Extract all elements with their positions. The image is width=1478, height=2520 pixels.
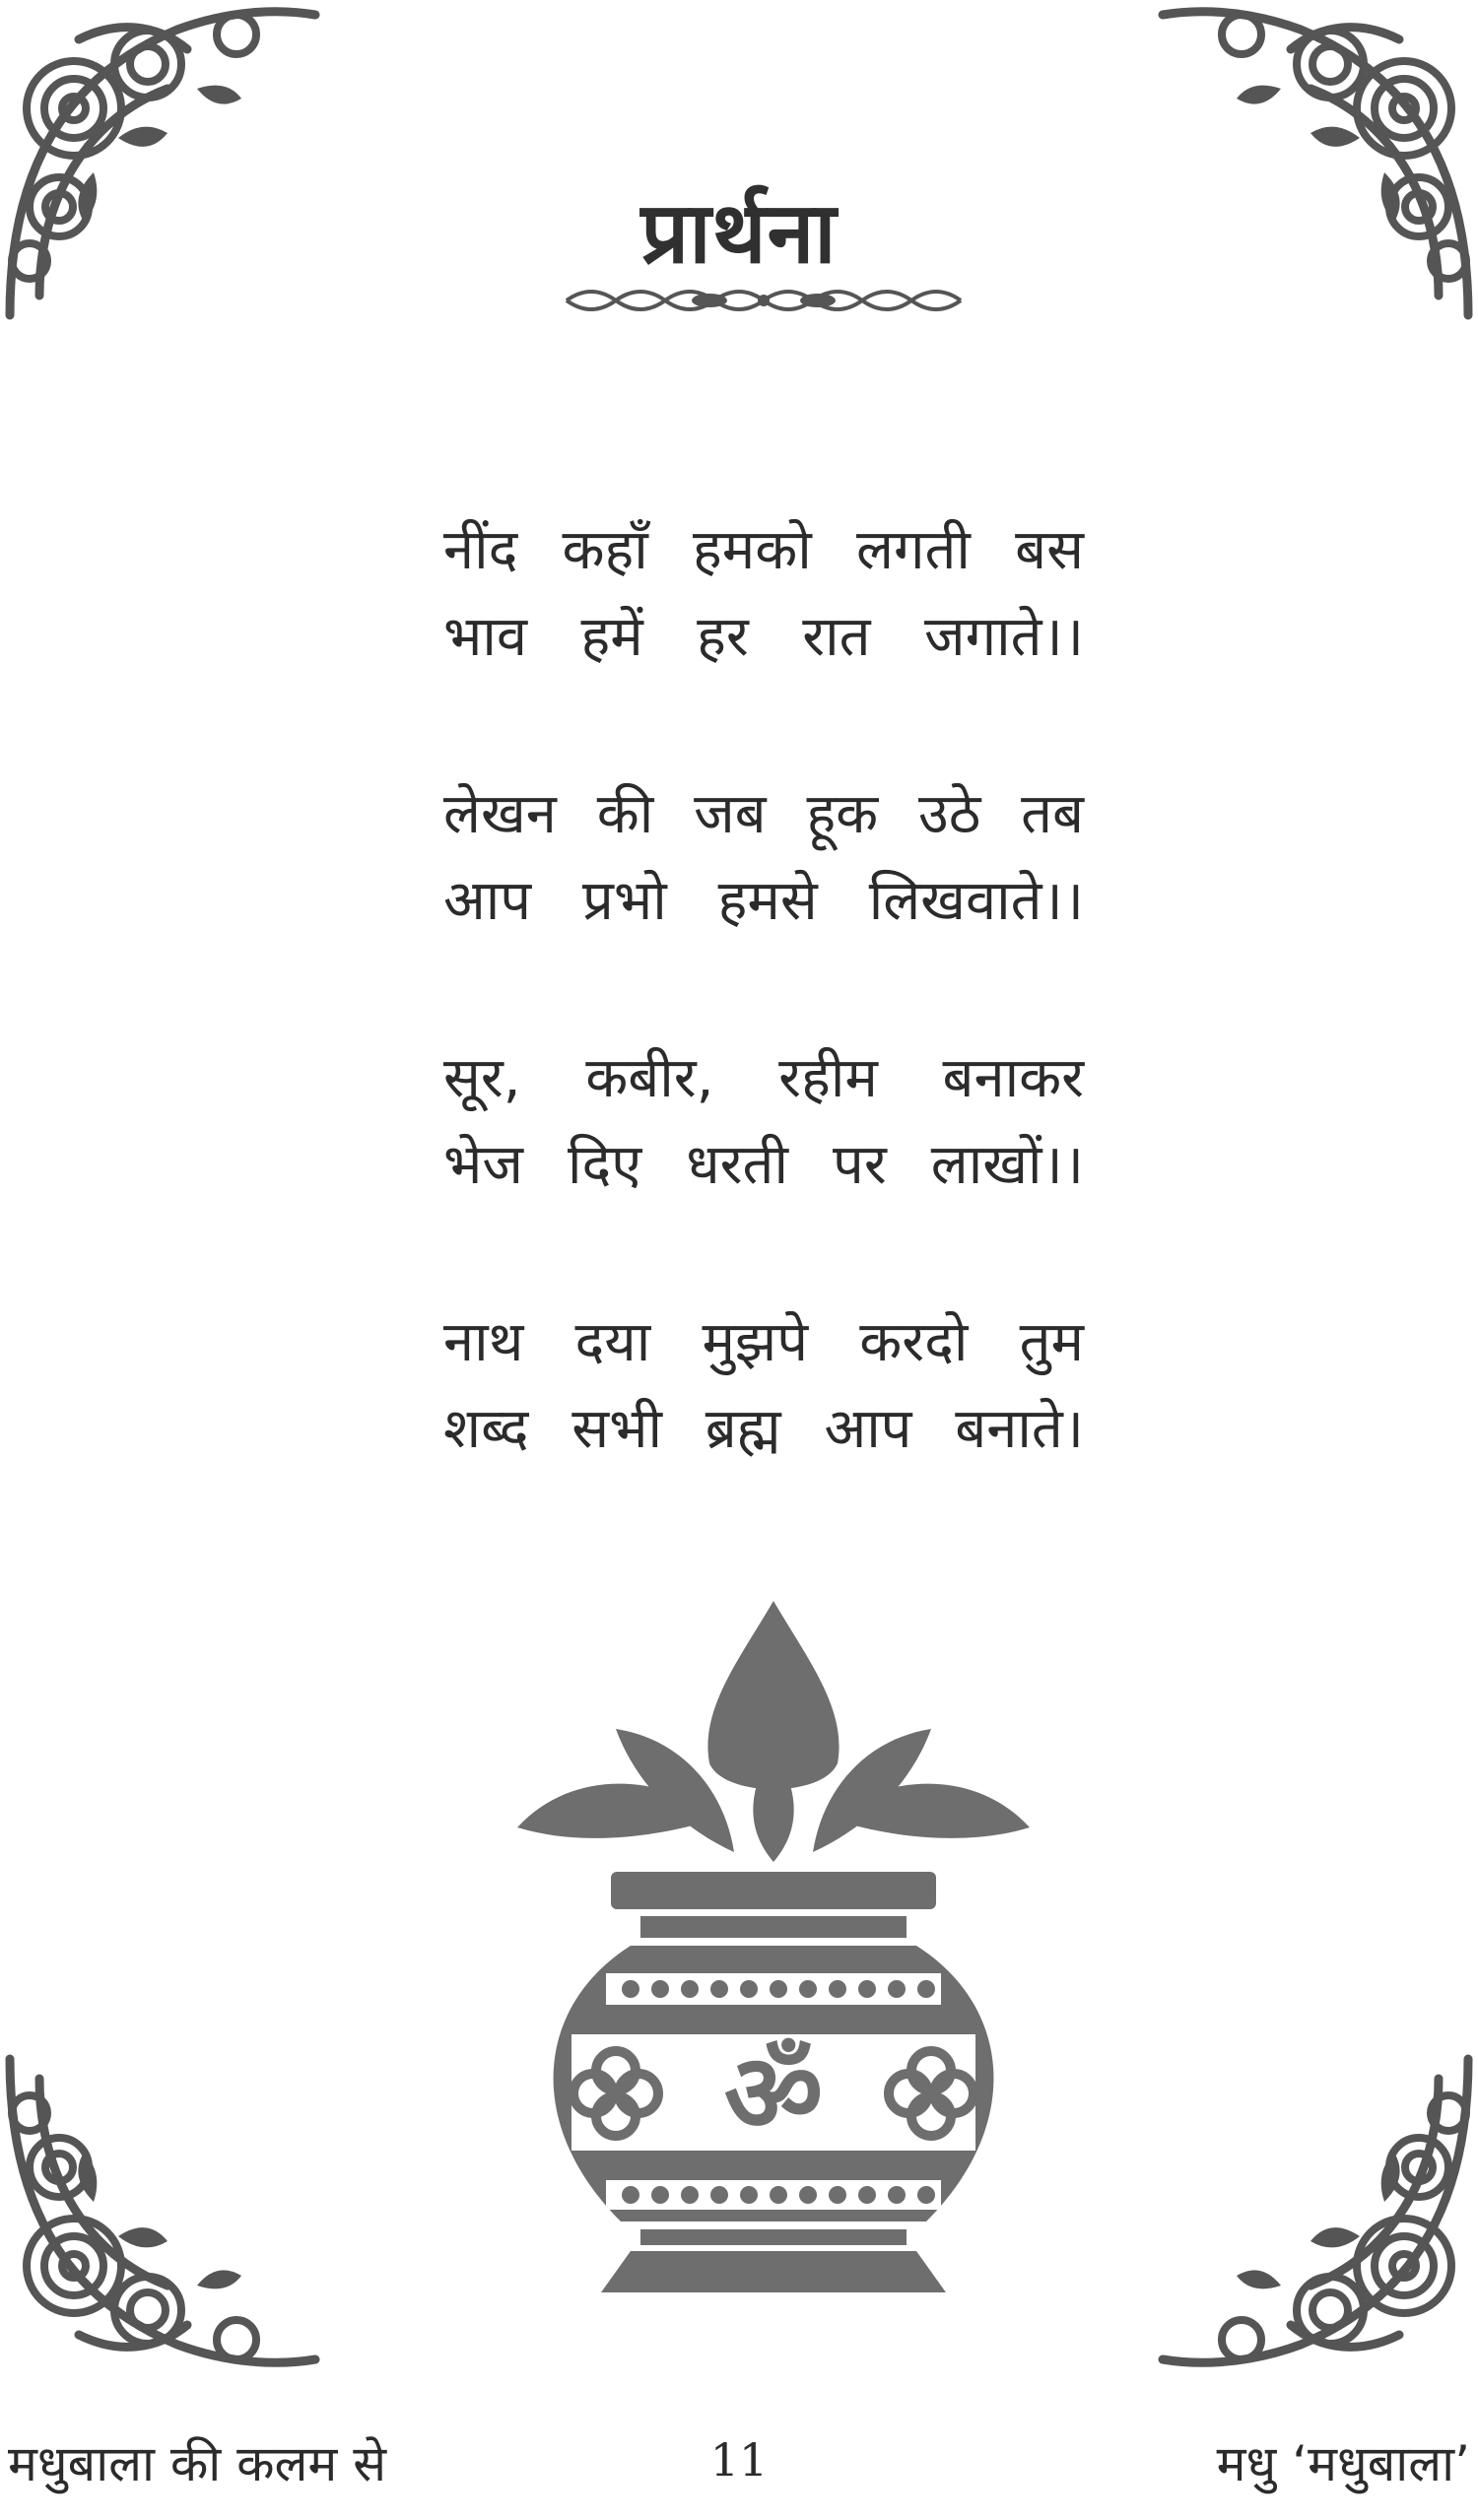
footer-book-title: मधुबाला की कलम से xyxy=(8,2435,387,2492)
page-title: प्रार्थना xyxy=(640,184,838,283)
corner-ornament-bottom-left xyxy=(0,2049,325,2374)
poem-line: सूर, कबीर, रहीम बनाकर xyxy=(443,1046,1084,1110)
footer-author: मधु ‘मधुबाला’ xyxy=(1216,2435,1470,2492)
om-symbol: ॐ xyxy=(723,2030,824,2156)
poem-line: शब्द सभी ब्रह्म आप बनाते। xyxy=(443,1397,1084,1461)
stanza xyxy=(443,771,1084,945)
poem-line: नींद कहाँ हमको लगती बस xyxy=(443,518,1084,582)
floral-corner-icon xyxy=(0,2049,325,2374)
stanza xyxy=(443,1035,1084,1209)
poem-line: भाव हमें हर रात जगाते।। xyxy=(443,605,1084,669)
stanza xyxy=(443,1299,1084,1473)
corner-ornament-bottom-right xyxy=(1153,2049,1478,2374)
poem-line: नाथ दया मुझपे करदो तुम xyxy=(443,1310,1084,1374)
title-divider-ornament xyxy=(562,281,966,320)
poem-line: भेज दिए धरती पर लाखों।। xyxy=(443,1133,1084,1197)
poem-line: लेखन की जब हूक उठे तब xyxy=(443,782,1084,846)
divider-ornament-icon xyxy=(562,281,966,320)
floral-corner-icon xyxy=(1153,2049,1478,2374)
kalash-illustration xyxy=(512,1591,1035,2300)
poem xyxy=(443,507,1084,1563)
stanza xyxy=(443,507,1084,681)
kalash-icon xyxy=(512,1591,1035,2300)
page-number: 11 xyxy=(709,2433,769,2487)
poem-line: आप प्रभो हमसे लिखवाते।। xyxy=(443,869,1084,933)
